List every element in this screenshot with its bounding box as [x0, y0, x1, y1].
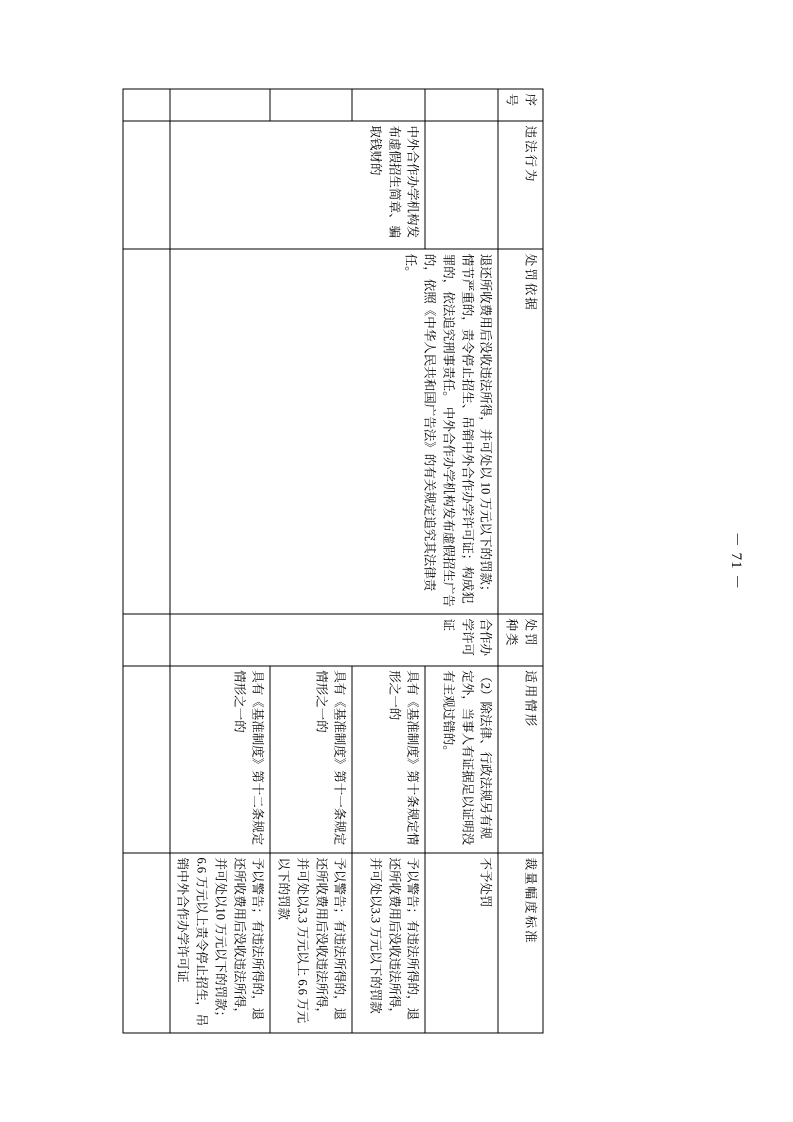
cell-situation: [122, 666, 169, 853]
penalty-discretion-table: [122, 89, 543, 1034]
cell-standard: [122, 853, 169, 1033]
cell-seq: [122, 89, 169, 121]
cell-standard: 予以警告；有违法所得的，退还所收费用后没收违法所得，并可处以10 万元以下的罚款；6.6 万元以上责令停止招生，吊销中外合作办学许可证: [169, 853, 270, 1033]
cell-situation: 具有《基准制度》第十一条规定情形之一的: [270, 666, 352, 853]
rotated-table-wrapper: [175, 89, 543, 1034]
cell-seq: [169, 89, 270, 121]
cell-kind: [122, 614, 169, 666]
cell-basis: [122, 249, 169, 614]
page-number: － 71 －: [728, 531, 745, 591]
cell-standard: 予以警告；有违法所得的，退还所收费用后没收违法所得，并可处以3.3 万元以上 6.6 万元以下的罚款: [270, 853, 352, 1033]
cell-seq: [425, 89, 498, 121]
header-kind: 处罚种类: [498, 614, 543, 666]
cell-act: [122, 121, 169, 249]
cell-seq: [270, 89, 352, 121]
cell-standard: 不予处罚: [425, 853, 498, 1033]
table-row: [122, 89, 169, 1033]
cell-act: [425, 121, 498, 249]
header-seq: 序号: [498, 89, 543, 121]
header-situation: 适用情形: [498, 666, 543, 853]
cell-standard: 予以警告；有违法所得的，退还所收费用后没收违法所得，并可处以3.3 万元以下的罚款: [352, 853, 425, 1033]
cell-situation: （2）除法律、行政法规另有规定外，当事人有证据足以证明没有主观过错的。: [425, 666, 498, 853]
cell-basis: 退还所收费用后没收违法所得，并可处以 10 万元以下的罚款；情节严重的，责令停止招生、吊销中外合作办学许可证；构成犯罪的，依法追究刑事责任。 中外合作办学机构发布虚假招生广告的，依照《中华人民共和国广告法》的有关规定追究其法律责任。: [169, 249, 498, 614]
cell-act: 中外合作办学机构发布虚假招生简章、骗取钱财的: [169, 121, 425, 249]
table-header-row: [498, 89, 543, 1033]
header-act: 违法行为: [498, 121, 543, 249]
cell-situation: 具有《基准制度》第十条规定情形之一的: [352, 666, 425, 853]
header-standard: 裁量幅度标准: [498, 853, 543, 1033]
cell-seq: [352, 89, 425, 121]
cell-kind: 合作办学许可证: [169, 614, 498, 666]
cell-situation: 具有《基准制度》第十二条规定情形之一的: [169, 666, 270, 853]
header-basis: 处罚依据: [498, 249, 543, 614]
table-row: [425, 89, 498, 1033]
